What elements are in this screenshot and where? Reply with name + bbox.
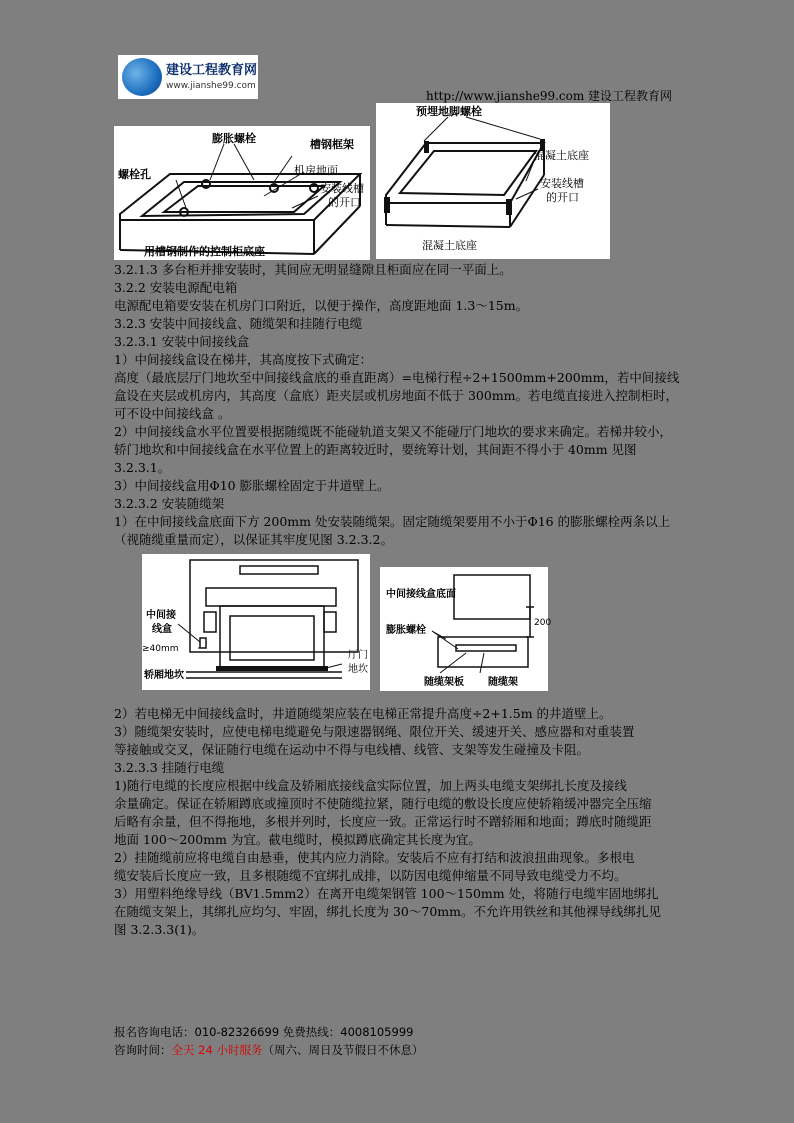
- text-line: 缆安装后长度应一致，且多根随缆不宜绑扎成排，以防因电缆伸缩量不同导致电缆受力不均。: [114, 868, 627, 883]
- fig3-label-dim: ≥40mm: [142, 644, 179, 654]
- figure-concrete-base: [376, 103, 610, 259]
- fig1-label-trough-opening-2: 的开口: [328, 196, 361, 209]
- text-line: 1）在中间接线盒底面下方 200mm 处安装随缆架。固定随缆架要用不小于Φ16 的膨胀螺栓两条以上: [114, 514, 671, 529]
- text-line: 可不设中间接线盒 。: [114, 406, 231, 421]
- section-heading: 3.2.3.2 安装随缆架: [114, 496, 225, 511]
- fig3-label-mid-box-2: 线盒: [152, 624, 172, 635]
- section-heading: 3.2.2 安装电源配电箱: [114, 280, 238, 295]
- section-heading: 3.2.3.1 安装中间接线盒: [114, 334, 250, 349]
- fig3-label-mid-box-1: 中间接: [146, 610, 176, 621]
- fig3-label-hall-sill-1: 厅门: [348, 650, 368, 661]
- fig3-label-hall-sill-2: 地坎: [348, 664, 368, 675]
- logo-globe-icon: [122, 58, 162, 96]
- text-line: 3）用塑料绝缘导线（BV1.5mm2）在离开电缆架钢管 100～150mm 处，将随行电缆牢固地绑扎: [114, 886, 659, 901]
- fig1-label-channel-frame: 槽钢框架: [310, 138, 354, 151]
- fig4-label-box-bottom: 中间接线盒底面: [386, 589, 456, 600]
- section-heading: 3.2.3 安装中间接线盒、随缆架和挂随行电缆: [114, 316, 363, 331]
- text-line: 等接触或交叉，保证随行电缆在运动中不得与电线槽、线管、支架等发生碰撞及卡阻。: [114, 742, 590, 757]
- fig4-label-cable-bracket: 随缆架: [488, 677, 518, 688]
- section-heading: 3.2.3.3 挂随行电缆: [114, 760, 225, 775]
- fig2-label-trough-opening-1: 安装线槽: [540, 177, 584, 190]
- text-line: 2）若电梯无中间接线盒时，井道随缆架应装在电梯正常提升高度÷2+1.5m 的井道壁上。: [114, 706, 612, 721]
- fig2-label-trough-opening-2: 的开口: [546, 191, 579, 204]
- footer-hours-line: [114, 1042, 423, 1058]
- footer-hours-prefix: 咨询时间：: [114, 1043, 172, 1057]
- text-line: （视随缆重量而定），以保证其牢度见图 3.2.3.2。: [114, 532, 393, 547]
- site-logo[interactable]: [118, 55, 258, 99]
- text-line: 地面 100～200mm 为宜。截电缆时，模拟蹲底确定其长度为宜。: [114, 832, 481, 847]
- text-line: 轿门地坎和中间接线盒在水平位置上的距离较近时，要统筹计划，其间距不得小于 40mm 见图: [114, 442, 637, 457]
- fig1-label-bolt-hole: 螺栓孔: [118, 168, 151, 181]
- text-line: 3.2.1.3 多台柜并排安装时，其间应无明显缝隙且柜面应在同一平面上。: [114, 262, 512, 277]
- logo-url: www.jianshe99.com: [166, 81, 256, 91]
- fig2-caption: 混凝土底座: [422, 239, 477, 252]
- text-line: 1）中间接线盒设在梯井，其高度按下式确定：: [114, 352, 372, 367]
- footer-phone-line: 报名咨询电话：010-82326699 免费热线：4008105999: [114, 1025, 414, 1039]
- figure-cable-bracket: [380, 567, 552, 691]
- footer-hours-suffix: （周六、周日及节假日不休息）: [262, 1043, 424, 1057]
- text-line: 2）中间接线盒水平位置要根据随缆既不能碰轨道支架又不能碰厅门地坎的要求来确定。若梯井较小，: [114, 424, 672, 439]
- fig1-label-machine-floor: 机房地面: [294, 164, 338, 177]
- text-line: 2）挂随缆前应将电缆自由悬垂，使其内应力消除。安装后不应有打结和波浪扭曲现象。多根电: [114, 850, 635, 865]
- text-line: 高度（最底层厅门地坎至中间接线盒底的垂直距离）=电梯行程÷2+1500mm+200mm，若中间接线: [114, 370, 680, 385]
- figure-channel-steel-base: [114, 126, 370, 260]
- fig4-label-cable-bracket-plate: 随缆架板: [424, 677, 464, 688]
- fig4-label-expansion-bolt: 膨胀螺栓: [386, 625, 426, 636]
- text-line: 3）随缆架安装时，应使电梯电缆避免与限速器钢绳、限位开关、缓速开关、感应器和对重装置: [114, 724, 635, 739]
- text-line: 图 3.2.3.3(1)。: [114, 922, 205, 937]
- text-line: 3.2.3.1。: [114, 460, 171, 475]
- text-line: 后略有余量，但不得拖地，多根并列时，长度应一致。正常运行时不蹭轿厢和地面；蹲底时随缆距: [114, 814, 652, 829]
- text-line: 3）中间接线盒用Φ10 膨胀螺栓固定于井道壁上。: [114, 478, 390, 493]
- fig4-label-dim: 200: [534, 618, 552, 628]
- fig3-label-car-sill: 轿厢地坎: [144, 670, 184, 681]
- fig1-label-trough-opening-1: 安装线槽: [320, 182, 364, 195]
- text-line: 余量确定。保证在轿厢蹲底或撞顶时不使随缆拉紧，随行电缆的敷设长度应使轿箱缓冲器完全压缩: [114, 796, 652, 811]
- figure-junction-box-position: [142, 554, 370, 690]
- fig1-label-expansion-bolt: 膨胀螺栓: [212, 132, 256, 145]
- fig2-label-concrete-base: 混凝土底座: [534, 149, 589, 162]
- text-line: 1)随行电缆的长度应根据中线盒及轿厢底接线盒实际位置，加上两头电缆支架绑扎长度及接线: [114, 778, 627, 793]
- text-line: 在随缆支架上，其绑扎应均匀、牢固，绑扎长度为 30～70mm。不允许用铁丝和其他裸导线绑扎见: [114, 904, 661, 919]
- footer-hours-highlight: 全天 24 小时服务: [171, 1043, 263, 1057]
- text-line: 盒设在夹层或机房内，其高度（盒底）距夹层或机房地面不低于 300mm。若电缆直接进入控制柜时，: [114, 388, 679, 403]
- text-line: 电源配电箱要安装在机房门口附近，以便于操作，高度距地面 1.3～15m。: [114, 298, 529, 313]
- fig1-caption: 用槽钢制作的控制柜底座: [144, 245, 265, 258]
- header-url: http://www.jianshe99.com 建设工程教育网: [426, 89, 673, 103]
- logo-title: 建设工程教育网: [166, 63, 258, 78]
- fig2-label-anchor-bolt: 预埋地脚螺栓: [416, 105, 482, 118]
